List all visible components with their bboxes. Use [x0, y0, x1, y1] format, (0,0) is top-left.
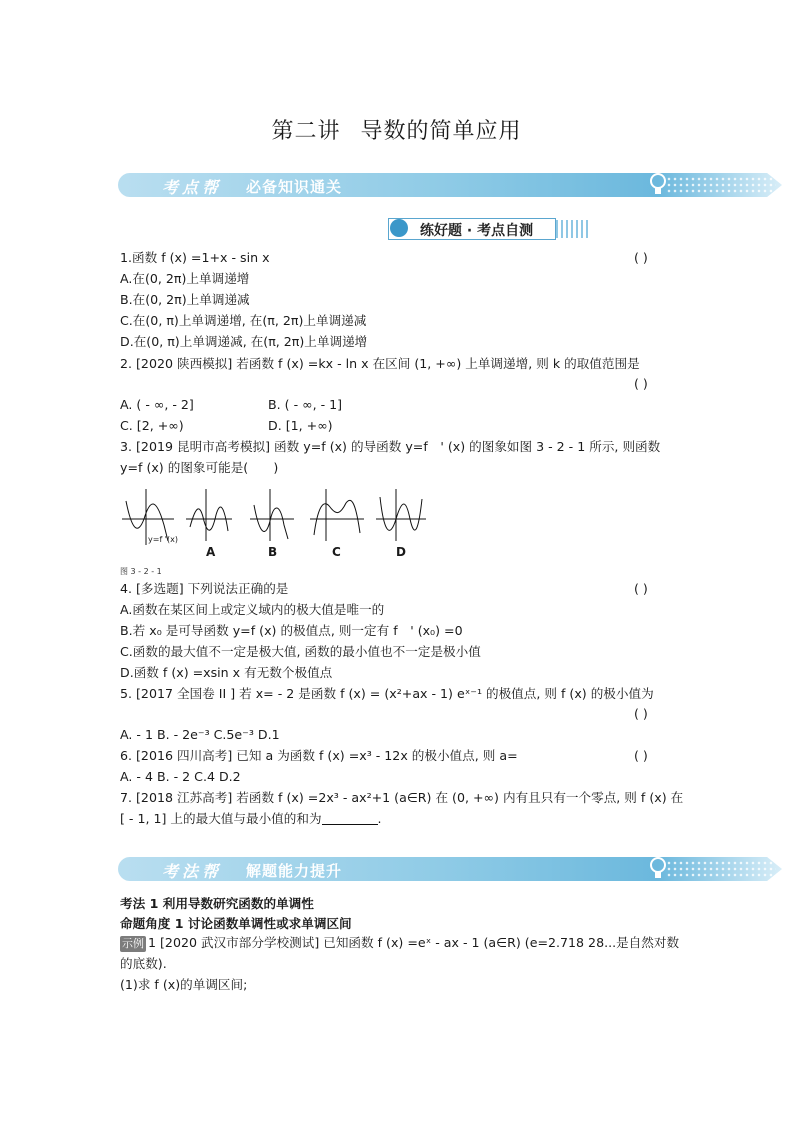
banner-2-right: 解题能力提升 — [246, 862, 343, 880]
q2-option-d: D. [1, +∞) — [268, 418, 333, 433]
figure-label-c: C — [332, 545, 341, 559]
question-3-line-1: 3. [2019 昆明市高考模拟] 函数 y=f (x) 的导函数 y=f ' (x) 的图象如图 3 - 2 - 1 所示, 则函数 — [120, 439, 661, 454]
bulb-icon — [648, 171, 668, 199]
graph-figure — [120, 485, 440, 557]
subbanner-label: 练好题 · 考点自测 — [420, 223, 534, 239]
subtopic-heading: 命题角度 1 讨论函数单调性或求单调区间 — [120, 916, 352, 931]
lightbulb-icon — [390, 219, 408, 237]
figure-label-b: B — [268, 545, 278, 559]
q6-options: A. - 4 B. - 2 C.4 D.2 — [120, 769, 241, 784]
answer-paren-4: ( ) — [634, 581, 648, 596]
title-part-2: 导数的简单应用 — [360, 119, 522, 144]
q4-option-d: D.函数 f (x) =xsin x 有无数个极值点 — [120, 665, 333, 680]
example-1-line-1 — [120, 935, 679, 952]
title-part-1: 第二讲 — [271, 119, 341, 144]
q5-options: A. - 1 B. - 2e⁻³ C.5e⁻³ D.1 — [120, 727, 280, 742]
question-5: 5. [2017 全国卷 II ] 若 x= - 2 是函数 f (x) = (x²+ax - 1) eˣ⁻¹ 的极值点, 则 f (x) 的极小值为 — [120, 686, 654, 701]
q1-option-b: B.在(0, 2π)上单调递减 — [120, 292, 250, 307]
q2-option-a: A. ( - ∞, - 2] — [120, 397, 194, 412]
q4-option-c: C.函数的最大值不一定是极大值, 函数的最小值也不一定是极小值 — [120, 644, 481, 659]
q4-option-b: B.若 x₀ 是可导函数 y=f (x) 的极值点, 则一定有 f ' (x₀) =0 — [120, 623, 463, 638]
example-tag: 示例 — [122, 937, 144, 950]
example-text: 1 [2020 武汉市部分学校测试] 已知函数 f (x) =eˣ - ax - 1 (a∈R) (e=2.718 28...是自然对数 — [148, 935, 680, 950]
question-4: 4. [多选题] 下列说法正确的是 — [120, 581, 289, 596]
q1-option-c: C.在(0, π)上单调递增, 在(π, 2π)上单调递减 — [120, 313, 367, 328]
figure-label-d: D — [396, 545, 406, 559]
section-banner-2 — [118, 857, 782, 881]
q7-text: [ - 1, 1] 上的最大值与最小值的和为 — [120, 811, 322, 826]
question-2: 2. [2020 陕西模拟] 若函数 f (x) =kx - ln x 在区间 (1, +∞) 上单调递增, 则 k 的取值范围是 — [120, 356, 640, 371]
q4-option-a: A.函数在某区间上或定义域内的极大值是唯一的 — [120, 602, 385, 617]
page-title — [0, 114, 793, 145]
figure-label-a: A — [206, 545, 216, 559]
section-banner-1 — [118, 173, 782, 197]
banner-2-left: 考法帮 — [162, 862, 223, 881]
answer-paren-2: ( ) — [634, 376, 648, 391]
q1-option-d: D.在(0, π)上单调递减, 在(π, 2π)上单调递增 — [120, 334, 368, 349]
bulb-icon — [648, 855, 668, 883]
answer-paren-1: ( ) — [634, 250, 648, 265]
figure-3-2-1 — [120, 485, 440, 557]
question-7-line-2 — [120, 811, 382, 827]
banner-1-left: 考点帮 — [162, 178, 223, 197]
banner-1-right: 必备知识通关 — [246, 178, 343, 196]
example-1-line-2: 的底数). — [120, 956, 167, 971]
answer-blank[interactable] — [322, 812, 378, 825]
question-3-line-2: y=f (x) 的图象可能是( ) — [120, 460, 279, 475]
answer-paren-5: ( ) — [634, 706, 648, 721]
question-7-line-1: 7. [2018 江苏高考] 若函数 f (x) =2x³ - ax²+1 (a∈R) 在 (0, +∞) 内有且只有一个零点, 则 f (x) 在 — [120, 790, 684, 805]
q1-option-a: A.在(0, 2π)上单调递增 — [120, 271, 250, 286]
q2-option-c: C. [2, +∞) — [120, 418, 184, 433]
practice-subbanner — [388, 218, 588, 240]
derivative-curve-label: y=f '(x) — [148, 535, 178, 544]
question-1: 1.函数 f (x) =1+x - sin x — [120, 250, 270, 265]
q7-end: . — [377, 811, 382, 826]
question-6: 6. [2016 四川高考] 已知 a 为函数 f (x) =x³ - 12x 的极小值点, 则 a= — [120, 748, 518, 763]
answer-paren-6: ( ) — [634, 748, 648, 763]
method-heading: 考法 1 利用导数研究函数的单调性 — [120, 896, 314, 911]
example-1-line-3: (1)求 f (x)的单调区间; — [120, 977, 248, 992]
q2-option-b: B. ( - ∞, - 1] — [268, 397, 343, 412]
figure-caption: 图 3 - 2 - 1 — [120, 567, 162, 576]
